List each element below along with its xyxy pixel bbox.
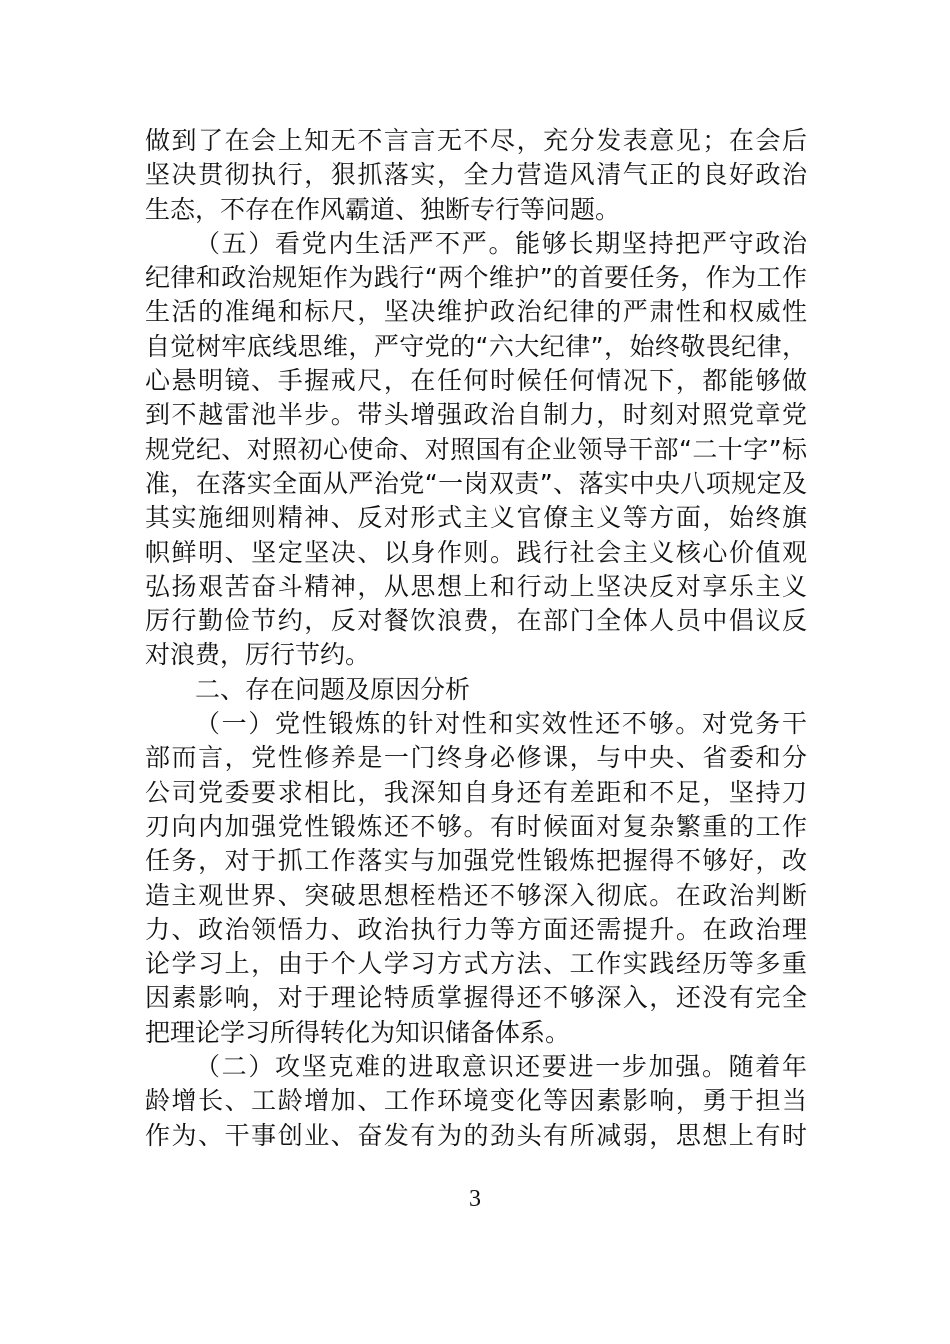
text-line: 坚决贯彻执行，狠抓落实，全力营造风清气正的良好政治 <box>145 160 807 190</box>
document-body <box>145 124 807 1153</box>
text-line: 生活的准绳和标尺，坚决维护政治纪律的严肃性和权威性 <box>145 297 807 327</box>
text-line: 做到了在会上知无不言言无不尽，充分发表意见；在会后 <box>145 126 807 155</box>
text-line: 对浪费，厉行节约。 <box>145 640 371 670</box>
text-line: 帜鲜明、坚定坚决、以身作则。践行社会主义核心价值观 <box>145 537 807 567</box>
text-line: 自觉树牢底线思维，严守党的“六大纪律”，始终敬畏纪律， <box>145 331 807 361</box>
text-line: 部而言，党性修养是一门终身必修课，与中央、省委和分 <box>145 743 807 773</box>
text-line: 力、政治领悟力、政治执行力等方面还需提升。在政治理 <box>145 914 807 944</box>
text-line: 龄增长、工龄增加、工作环境变化等因素影响，勇于担当 <box>145 1086 807 1116</box>
text-line: 准，在落实全面从严治党“一岗双责”、落实中央八项规定及 <box>145 468 807 498</box>
text-line: 心悬明镜、手握戒尺，在任何时候任何情况下，都能够做 <box>145 366 807 396</box>
text-line: 规党纪、对照初心使命、对照国有企业领导干部“二十字”标 <box>145 434 807 464</box>
text-line: 纪律和政治规矩作为践行“两个维护”的首要任务，作为工作 <box>145 263 807 293</box>
paragraph-start-line: （一）党性锻炼的针对性和实效性还不够。对党务干 <box>195 709 807 739</box>
text-line: 厉行勤俭节约，反对餐饮浪费，在部门全体人员中倡议反 <box>145 606 807 636</box>
text-line: 任务，对于抓工作落实与加强党性锻炼把握得不够好，改 <box>145 846 807 876</box>
text-line: 其实施细则精神、反对形式主义官僚主义等方面，始终旗 <box>145 503 807 533</box>
paragraph-start-line: （五）看党内生活严不严。能够长期坚持把严守政治 <box>195 228 807 258</box>
text-line: 生态，不存在作风霸道、独断专行等问题。 <box>145 194 621 224</box>
text-line: 弘扬艰苦奋斗精神，从思想上和行动上坚决反对享乐主义 <box>145 571 807 601</box>
text-line: 刃向内加强党性锻炼还不够。有时候面对复杂繁重的工作 <box>145 811 807 841</box>
paragraph-start-line: （二）攻坚克难的进取意识还要进一步加强。随着年 <box>195 1052 807 1082</box>
text-line: 把理论学习所得转化为知识储备体系。 <box>145 1017 571 1047</box>
text-line: 造主观世界、突破思想桎梏还不够深入彻底。在政治判断 <box>145 880 807 910</box>
text-line: 作为、干事创业、奋发有为的劲头有所减弱，思想上有时 <box>145 1120 807 1150</box>
page-number: 3 <box>469 1186 481 1212</box>
text-line: 公司党委要求相比，我深知自身还有差距和不足，坚持刀 <box>145 777 807 807</box>
section-heading: 二、存在问题及原因分析 <box>195 674 471 704</box>
text-line: 论学习上，由于个人学习方式方法、工作实践经历等多重 <box>145 949 807 979</box>
text-line: 因素影响，对于理论特质掌握得还不够深入，还没有完全 <box>145 983 807 1013</box>
text-line: 到不越雷池半步。带头增强政治自制力，时刻对照党章党 <box>145 400 807 430</box>
